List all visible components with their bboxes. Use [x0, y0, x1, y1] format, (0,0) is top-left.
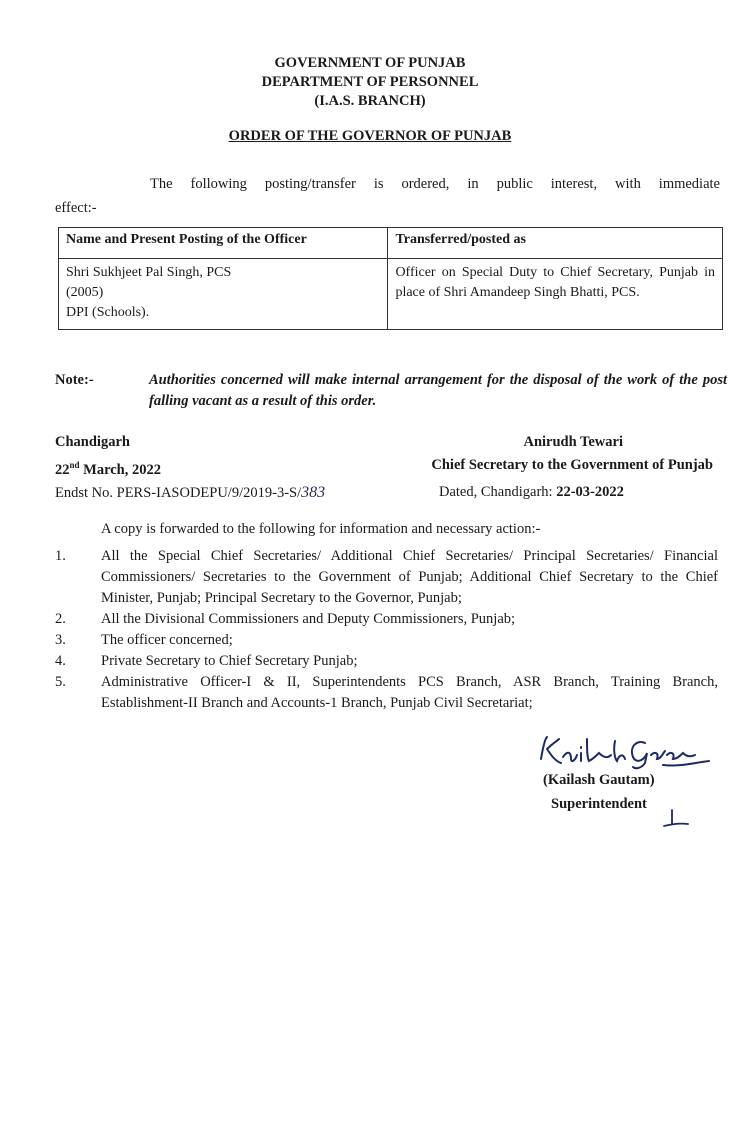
order-title: ORDER OF THE GOVERNOR OF PUNJAB	[228, 128, 512, 144]
handwritten-number: 383	[301, 484, 326, 501]
list-item: 4. Private Secretary to Chief Secretary Punjab;	[55, 653, 358, 669]
endorsement-date: Dated, Chandigarh: 22-03-2022	[439, 484, 624, 500]
list-item: 2. All the Divisional Commissioners and Deputy Commissioners, Punjab;	[55, 611, 516, 627]
place-date-block	[55, 431, 161, 482]
endorsement-number: Endst No. PERS-IASODEPU/9/2019-3-S/383	[55, 484, 326, 501]
transferred-cell: Officer on Special Duty to Chief Secretary, Punjab in place of Shri Amandeep Singh Bhatti, PCS.	[388, 259, 723, 330]
signatory-name: (Kailash Gautam)	[543, 772, 655, 788]
table-row	[59, 259, 723, 330]
officer-batch: (2005)	[66, 285, 104, 300]
note-block	[55, 370, 727, 412]
list-item: 1. All the Special Chief Secretaries/ Additional Chief Secretaries/ Principal Secretaries/ Financial Commissioners/ Secretaries to the Government of Punjab; Additional Chief Secretary to the Chief Minister, Punjab; Principal Secretary to the Governor, Punjab;	[55, 548, 718, 606]
order-date: 22nd March, 2022	[55, 460, 162, 478]
present-posting-cell	[59, 259, 388, 330]
officer-current-post: DPI (Schools).	[66, 305, 150, 320]
header-branch: (I.A.S. BRANCH)	[314, 93, 426, 109]
list-item: 3. The officer concerned;	[55, 632, 233, 648]
header-government: GOVERNMENT OF PUNJAB	[274, 55, 466, 71]
place: Chandigarh	[55, 434, 130, 450]
copy-forwarded-line: A copy is forwarded to the following for information and necessary action:-	[101, 521, 541, 537]
column-header-present-posting: Name and Present Posting of the Officer	[59, 228, 388, 259]
distribution-list	[55, 546, 718, 714]
note-text: Authorities concerned will make internal arrangement for the disposal of the work of the post falling vacant as a result of this order.	[149, 372, 727, 409]
issuing-authority	[431, 431, 713, 477]
officer-name: Shri Sukhjeet Pal Singh, PCS	[66, 265, 232, 280]
initial-mark	[660, 808, 690, 830]
signatory-block	[543, 768, 655, 816]
note-label: Note:-	[55, 372, 94, 388]
posting-table	[58, 227, 723, 330]
table-header-row	[59, 228, 723, 259]
letterhead	[0, 54, 740, 111]
signer-designation: Chief Secretary to the Government of Punjab	[431, 457, 713, 473]
intro-line-1: The following posting/transfer is ordered, in public interest, with immediate	[150, 176, 720, 192]
list-item: 5. Administrative Officer-I & II, Superintendents PCS Branch, ASR Branch, Training Branch, Establishment-II Branch and Accounts-1 Branch, Punjab Civil Secretariat;	[55, 674, 718, 711]
intro-paragraph	[55, 172, 720, 220]
signer-name: Anirudh Tewari	[523, 434, 623, 450]
intro-line-2: effect:-	[55, 200, 97, 216]
header-department: DEPARTMENT OF PERSONNEL	[261, 74, 479, 90]
signatory-designation: Superintendent	[551, 796, 647, 812]
column-header-transferred: Transferred/posted as	[388, 228, 723, 259]
